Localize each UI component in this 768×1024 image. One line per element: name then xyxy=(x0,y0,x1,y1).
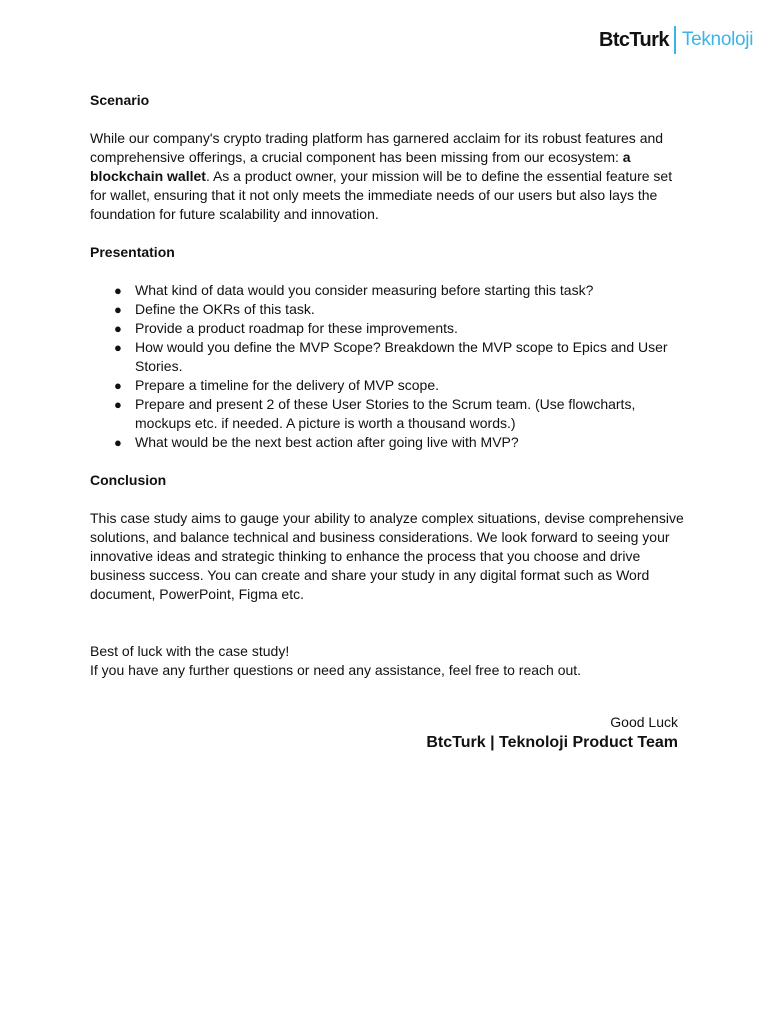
list-item-text: Provide a product roadmap for these improvements. xyxy=(135,320,458,336)
bullet-icon: ● xyxy=(114,340,122,355)
list-item-text: Prepare and present 2 of these User Stories to the Scrum team. (Use flowcharts, mockups etc. if needed. A picture is worth a thousand words.) xyxy=(135,396,636,431)
list-item-text: What would be the next best action after going live with MVP? xyxy=(135,434,519,450)
closing-line-2: If you have any further questions or need any assistance, feel free to reach out. xyxy=(90,662,582,678)
list-item xyxy=(90,338,690,376)
list-item xyxy=(90,433,690,452)
list-item xyxy=(90,395,690,433)
spacer xyxy=(90,110,690,129)
scenario-text-end: . As a product owner, your mission will be to define the essential feature set for wallet, ensuring that it not only meets the immediate needs of our users but also lays the foundation for future scalability and innovation. xyxy=(90,168,673,222)
spacer xyxy=(90,262,690,281)
bullet-icon: ● xyxy=(114,321,122,336)
scenario-bold-text: a blockchain wallet xyxy=(90,149,631,184)
bullet-icon: ● xyxy=(114,302,122,317)
list-item xyxy=(90,319,690,338)
conclusion-heading: Conclusion xyxy=(90,472,167,488)
logo-division: Teknoloji xyxy=(681,29,754,50)
list-item-text: How would you define the MVP Scope? Breakdown the MVP scope to Epics and User Stories. xyxy=(135,339,668,374)
list-item xyxy=(90,376,690,395)
presentation-list xyxy=(90,281,690,452)
bullet-icon: ● xyxy=(114,435,122,450)
team-signature: BtcTurk | Teknoloji Product Team xyxy=(426,734,678,751)
bullet-icon: ● xyxy=(114,283,122,298)
presentation-heading: Presentation xyxy=(90,244,175,260)
document-body xyxy=(90,91,690,680)
scenario-text-start: While our company's crypto trading platform has garnered acclaim for its robust features and comprehensive offerings, a crucial component has been missing from our ecosystem: xyxy=(90,130,664,165)
logo-brand: BtcTurk xyxy=(599,28,669,51)
closing-line-1: Best of luck with the case study! xyxy=(90,643,290,659)
spacer xyxy=(90,604,690,623)
list-item xyxy=(90,281,690,300)
list-item-text: Define the OKRs of this task. xyxy=(135,301,315,317)
bullet-icon: ● xyxy=(114,397,122,412)
scenario-paragraph xyxy=(90,129,690,224)
logo-divider xyxy=(674,26,676,54)
spacer xyxy=(90,490,690,509)
signoff xyxy=(90,713,678,754)
list-item-text: What kind of data would you consider measuring before starting this task? xyxy=(135,282,594,298)
scenario-heading: Scenario xyxy=(90,92,150,108)
list-item xyxy=(90,300,690,319)
spacer xyxy=(90,623,690,642)
btcturk-teknoloji-logo xyxy=(599,26,753,54)
list-item-text: Prepare a timeline for the delivery of MVP scope. xyxy=(135,377,440,393)
spacer xyxy=(90,224,690,243)
bullet-icon: ● xyxy=(114,378,122,393)
good-luck-text: Good Luck xyxy=(610,714,678,730)
spacer xyxy=(90,452,690,471)
conclusion-paragraph: This case study aims to gauge your ability to analyze complex situations, devise comprehensive solutions, and balance technical and business considerations. We look forward to seeing your innovative ideas and strategic thinking to enhance the process that you choose and drive business success. You can create and share your study in any digital format such as Word document, PowerPoint, Figma etc. xyxy=(90,510,684,602)
